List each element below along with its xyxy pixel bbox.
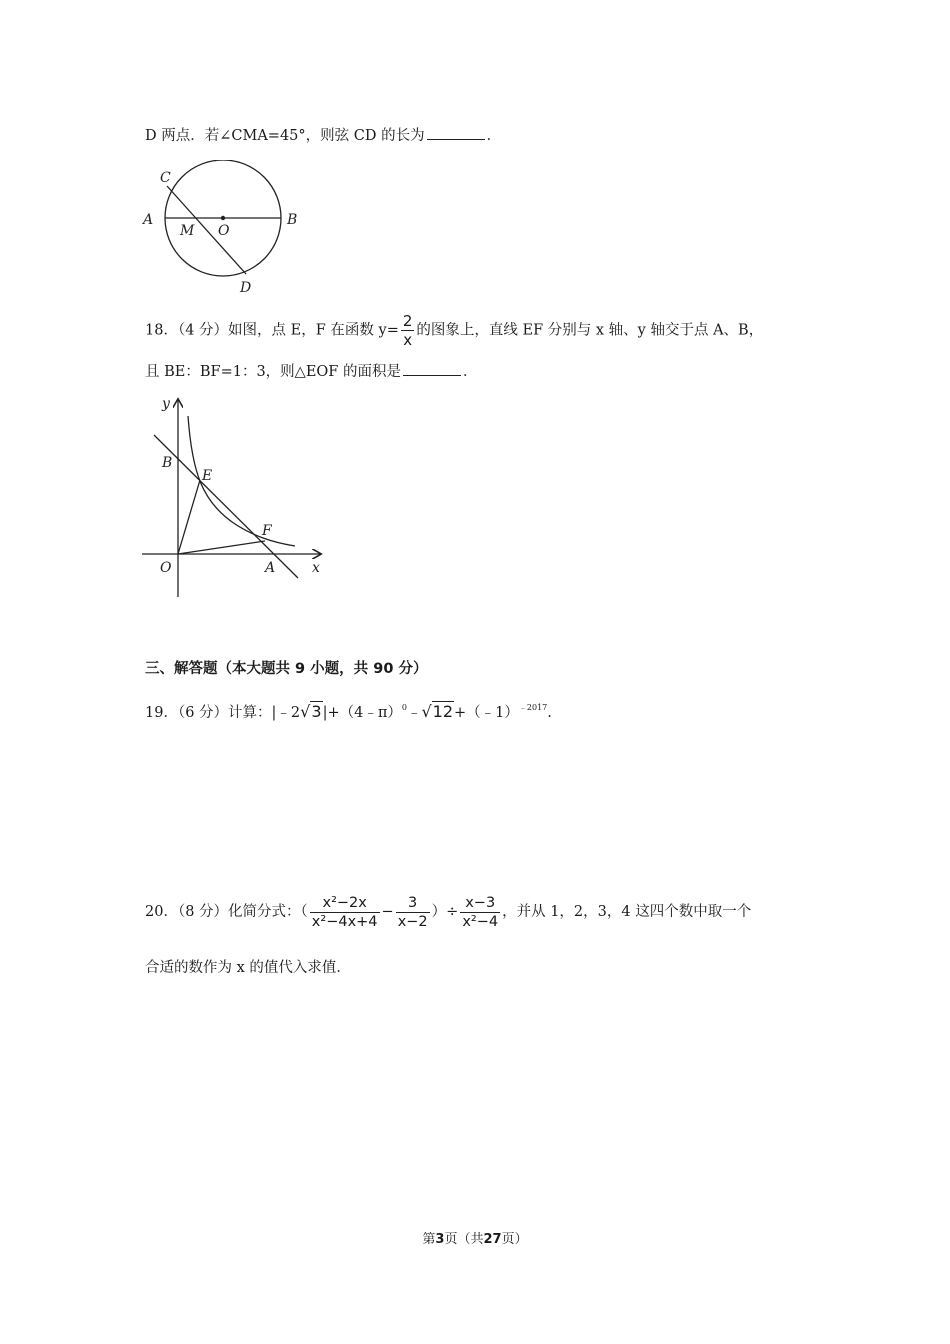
- label-o: O: [218, 223, 230, 239]
- footer-page-number: 3: [435, 1232, 445, 1247]
- footer-mid: 页（共: [444, 1232, 484, 1247]
- footer-post: 页）: [501, 1232, 528, 1247]
- q19-sqrt3-radicand: 3: [311, 702, 322, 721]
- label-o: O: [160, 560, 172, 576]
- q17-text: [145, 125, 501, 146]
- q18-prefix: 18．（4 分）如图，点 E，F 在函数 y=: [145, 322, 399, 339]
- q19-sqrt12-radicand: 12: [432, 702, 454, 721]
- q20-f2-den: x−2: [397, 913, 428, 930]
- label-d: D: [240, 280, 252, 296]
- q17-answer-blank[interactable]: [427, 125, 485, 140]
- q18-fraction: [401, 312, 415, 349]
- label-b: B: [287, 212, 298, 228]
- q17-text-before: D 两点．若∠CMA=45°，则弦 CD 的长为: [145, 128, 425, 144]
- q20-line1: [145, 890, 751, 934]
- q20-f2-num: 3: [396, 894, 430, 913]
- q18-line2: [145, 361, 477, 382]
- q20-f1-den: x²−4x+4: [311, 913, 378, 930]
- q20-fraction-1: [310, 894, 380, 931]
- label-a: A: [143, 212, 154, 228]
- q18-graph-figure: [140, 392, 340, 602]
- q19-part3: +（﹣1）: [454, 705, 519, 721]
- q19-abs-open: |﹣2: [271, 705, 301, 721]
- q19-exp0: 0: [401, 703, 407, 712]
- q19-sqrt3: √3: [300, 702, 322, 721]
- q20-f1-num: x²−2x: [310, 894, 380, 913]
- segment-oe: [178, 480, 200, 554]
- label-c: C: [160, 170, 171, 186]
- label-b: B: [162, 455, 173, 471]
- q17-text-after: ．: [486, 128, 502, 144]
- q20-fraction-3: [460, 894, 500, 931]
- q20-line2: 合适的数作为 x 的值代入求值．: [145, 960, 351, 976]
- q18-line1: [145, 312, 763, 349]
- q18-suffix: 的图象上，直线 EF 分别与 x 轴、y 轴交于点 A、B，: [416, 322, 764, 339]
- q19-prefix: 19．（6 分）计算：: [145, 705, 272, 721]
- label-e: E: [202, 468, 213, 484]
- label-x: x: [312, 560, 320, 576]
- q18-answer-blank[interactable]: [403, 361, 461, 376]
- line-ef: [154, 435, 298, 578]
- q19-part2: |+（4﹣π）: [322, 705, 402, 721]
- q20-f3-num: x−3: [460, 894, 500, 913]
- q19-end: .: [547, 705, 552, 721]
- section3-heading: 三、解答题（本大题共 9 小题，共 90 分）: [145, 661, 428, 677]
- q17-circle-figure: [140, 160, 310, 300]
- chord-cd: [167, 186, 246, 274]
- q19-exp-neg: ﹣2017: [518, 703, 548, 712]
- q20-minus: −: [381, 904, 394, 920]
- label-f: F: [262, 523, 272, 539]
- q20-div: ）÷: [431, 904, 459, 920]
- label-y: y: [162, 396, 170, 412]
- q19-sqrt12: √12: [421, 702, 454, 721]
- segment-of: [178, 541, 265, 554]
- label-m: M: [180, 223, 195, 239]
- q19-minus: ﹣: [406, 705, 422, 721]
- q20-f3-den: x²−4: [462, 913, 499, 930]
- footer-pre: 第: [422, 1232, 436, 1247]
- q20-prefix: 20．（8 分）化简分式：（: [145, 904, 308, 920]
- q19-line: [145, 696, 552, 725]
- label-a: A: [265, 560, 276, 576]
- q18-frac-den: x: [403, 331, 413, 349]
- footer-total-pages: 27: [483, 1232, 502, 1247]
- q18-line2-before: 且 BE：BF=1：3，则△EOF 的面积是: [145, 364, 401, 380]
- q18-frac-num: 2: [402, 312, 413, 330]
- q18-line2-after: ．: [462, 364, 478, 380]
- center-point: [221, 216, 225, 220]
- q20-suffix: ，并从 1，2，3，4 这四个数中取一个: [502, 904, 752, 920]
- q20-fraction-2: [396, 894, 430, 931]
- page-footer: [0, 1228, 950, 1247]
